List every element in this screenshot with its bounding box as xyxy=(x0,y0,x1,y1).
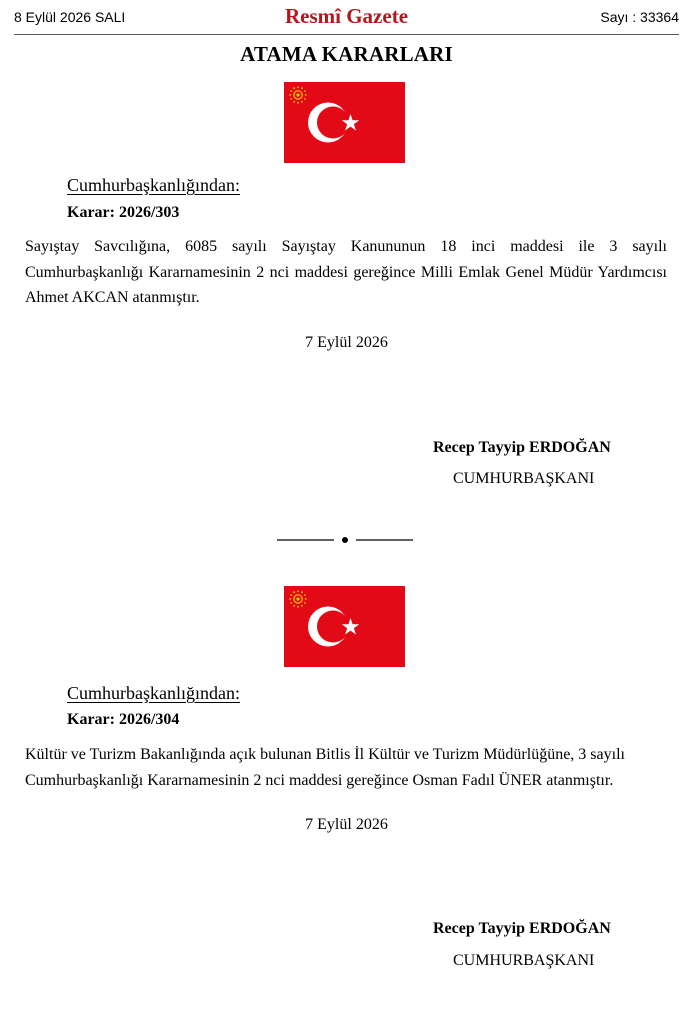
decision-date: 7 Eylül 2026 xyxy=(305,334,388,351)
issuing-authority: Cumhurbaşkanlığından: xyxy=(67,175,240,195)
gazette-header xyxy=(14,0,679,35)
header-date: 8 Eylül 2026 SALI xyxy=(14,9,126,25)
decision-body: Kültür ve Turizm Bakanlığında açık bulunan Bitlis İl Kültür ve Turizm Müdürlüğüne, 3 sayılı Cumhurbaşkanlığı Kararnamesinin 2 nci maddesi gereğince Osman Fadıl ÜNER atanmıştır. xyxy=(25,746,625,789)
decision-number: Karar: 2026/303 xyxy=(67,204,180,221)
presidential-flag-icon xyxy=(284,82,405,163)
issue-number: Sayı : 33364 xyxy=(600,9,679,25)
decision-body: Sayıştay Savcılığına, 6085 sayılı Sayıştay Kanununun 18 inci maddesi ile 3 sayılı Cumhurbaşkanlığı Kararnamesinin 2 nci maddesi gereğince Milli Emlak Genel Müdür Yardımcısı Ahmet AKCAN atanmıştır. xyxy=(25,238,667,306)
issuing-authority: Cumhurbaşkanlığından: xyxy=(67,683,240,703)
signer-name: Recep Tayyip ERDOĞAN xyxy=(433,920,611,937)
signer-title: CUMHURBAŞKANI xyxy=(453,470,595,487)
page-heading: ATAMA KARARLARI xyxy=(240,42,453,66)
signer-title: CUMHURBAŞKANI xyxy=(453,952,595,969)
decision-number: Karar: 2026/304 xyxy=(67,711,180,728)
signer-name: Recep Tayyip ERDOĞAN xyxy=(433,439,611,456)
gazette-title: Resmî Gazete xyxy=(284,4,409,28)
decision-date: 7 Eylül 2026 xyxy=(305,816,388,833)
presidential-flag-icon xyxy=(284,586,405,667)
section-separator xyxy=(277,533,413,547)
